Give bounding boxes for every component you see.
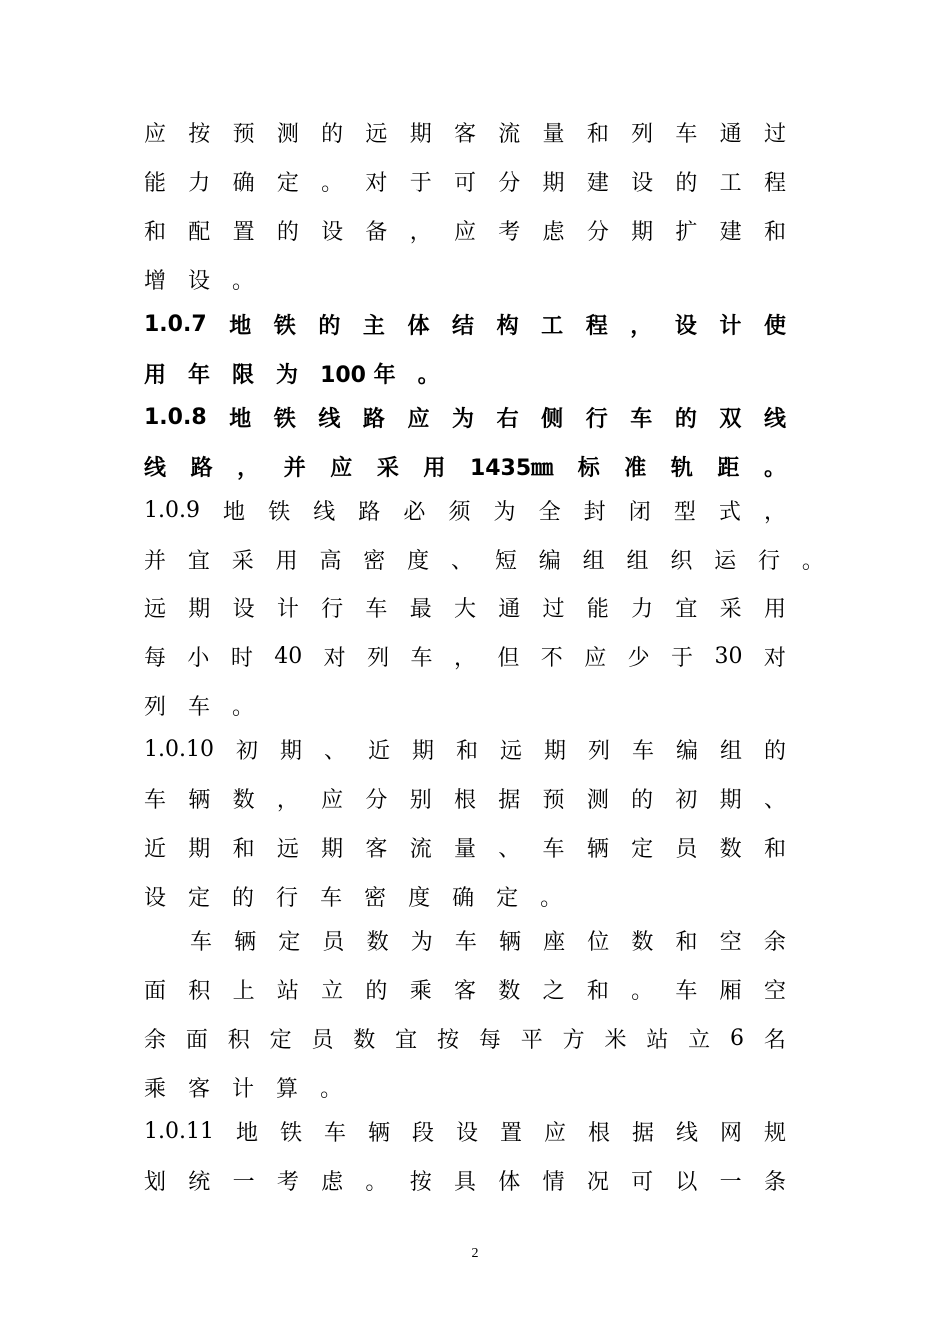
text-line: 线 路 ， 并 应 采 用 1435㎜ 标 准 轨 距 。 bbox=[144, 455, 786, 481]
text-line: 近 期 和 远 期 客 流 量 、 车 辆 定 员 数 和 bbox=[144, 836, 786, 862]
text-line: 能 力 确 定 。 对 于 可 分 期 建 设 的 工 程 bbox=[144, 170, 786, 196]
text-line: 面 积 上 站 立 的 乘 客 数 之 和 。 车 厢 空 bbox=[144, 978, 786, 1004]
text-line: 1.0.7 地 铁 的 主 体 结 构 工 程 ， 设 计 使 bbox=[144, 311, 786, 339]
text-line: 增 设 。 bbox=[144, 268, 255, 294]
text-line: 每 小 时 40 对 列 车 ， 但 不 应 少 于 30 对 bbox=[144, 643, 786, 671]
text-line: 车 辆 数 ， 应 分 别 根 据 预 测 的 初 期 、 bbox=[144, 787, 786, 813]
text-line: 车 辆 定 员 数 为 车 辆 座 位 数 和 空 余 bbox=[190, 929, 786, 955]
page-number: 2 bbox=[471, 1246, 479, 1261]
text-line: 乘 客 计 算 。 bbox=[144, 1076, 343, 1102]
text-line: 1.0.11 地 铁 车 辆 段 设 置 应 根 据 线 网 规 bbox=[144, 1118, 786, 1146]
text-line: 应 按 预 测 的 远 期 客 流 量 和 列 车 通 过 bbox=[144, 121, 786, 147]
text-line: 余 面 积 定 员 数 宜 按 每 平 方 米 站 立 6 名 bbox=[144, 1025, 786, 1053]
text-line: 设 定 的 行 车 密 度 确 定 。 bbox=[144, 885, 563, 911]
text-line: 划 统 一 考 虑 。 按 具 体 情 况 可 以 一 条 bbox=[144, 1169, 786, 1195]
text-line: 1.0.8 地 铁 线 路 应 为 右 侧 行 车 的 双 线 bbox=[144, 404, 786, 432]
text-line: 用 年 限 为 100 年 。 bbox=[144, 362, 440, 388]
text-line: 1.0.9 地 铁 线 路 必 须 为 全 封 闭 型 式 ， bbox=[144, 497, 786, 525]
text-line: 和 配 置 的 设 备 ， 应 考 虑 分 期 扩 建 和 bbox=[144, 219, 786, 245]
text-line: 远 期 设 计 行 车 最 大 通 过 能 力 宜 采 用 bbox=[144, 596, 786, 622]
text-line: 1.0.10 初 期 、 近 期 和 远 期 列 车 编 组 的 bbox=[144, 736, 786, 764]
text-line: 并 宜 采 用 高 密 度 、 短 编 组 组 织 运 行 。 bbox=[144, 548, 824, 574]
text-line: 列 车 。 bbox=[144, 694, 255, 720]
